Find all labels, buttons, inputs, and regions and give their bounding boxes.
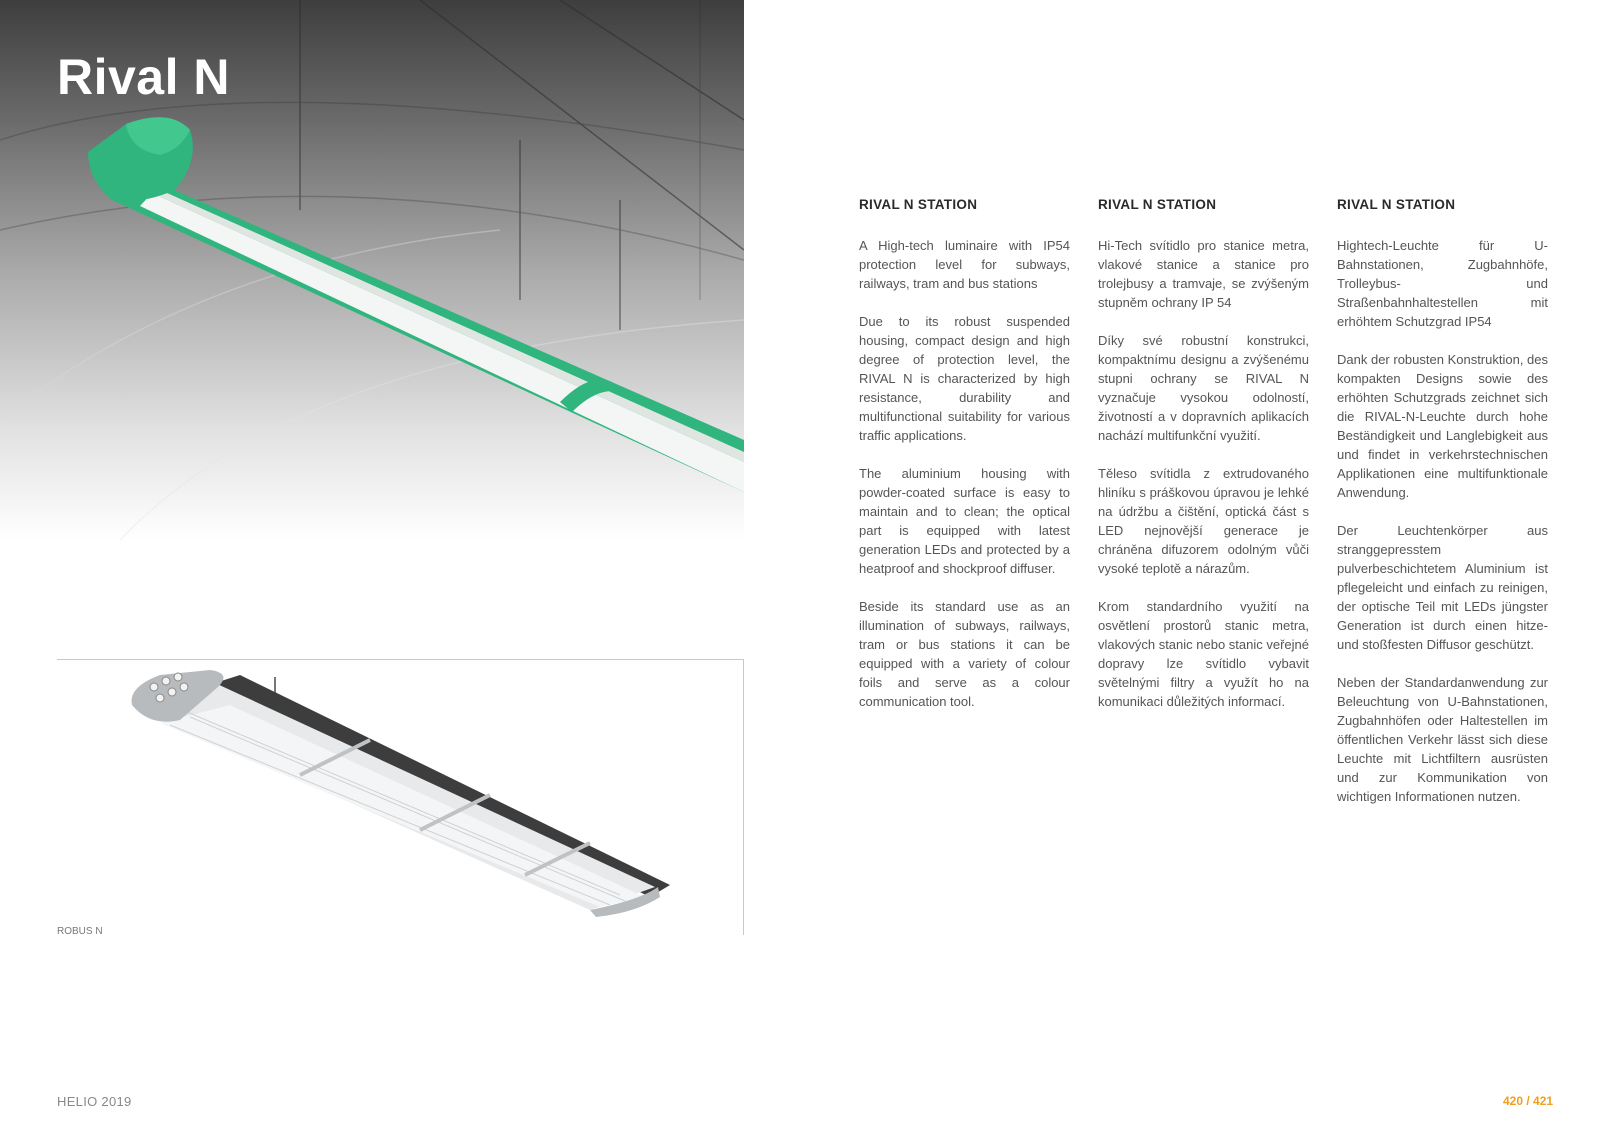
paragraph: Díky své robustní konstrukci, kompaktnímu designu a zvýšenému stupni ochrany se RIVAL N vyznačuje vysokou odolností, životností a v dopravních aplikacích nachází multifunkční využití. <box>1098 333 1309 443</box>
paragraph: Neben der Standardanwendung zur Beleuchtung von U-Bahnstationen, Zugbahnhöfen oder Haltestellen im öffentlichen Verkehr lässt sich diese Leuchte mit Lichtfiltern ausrüsten und zur Kommunikation von wichtigen Informationen nutzen. <box>1337 675 1548 804</box>
footer-brand: HELIO 2019 <box>57 1094 132 1109</box>
column-heading: RIVAL N STATION <box>859 197 978 212</box>
paragraph: Hightech-Leuchte für U-Bahnstationen, Zugbahnhöfe, Trolleybus- und Straßenbahnhaltestellen mit erhöhtem Schutzgrad IP54 <box>1337 238 1548 329</box>
robus-n-product-image <box>120 665 680 935</box>
product-caption: ROBUS N <box>57 926 103 937</box>
paragraph: Beside its standard use as an illumination of subways, railways, tram or bus stations it can be equipped with a variety of colour foils and serve as a colour communication tool. <box>859 599 1070 709</box>
column-czech <box>1098 196 1309 730</box>
paragraph: Krom standardního využití na osvětlení prostorů stanic metra, vlakových stanic nebo stanic veřejné dopravy lze svítidlo vybavit světelnými filtry a využít ho na komunikaci důležitých informací. <box>1098 599 1310 709</box>
paragraph: Der Leuchtenkörper aus stranggepresstem pulverbeschichtetem Aluminium ist pflegeleicht und einfach zu reinigen, der optische Teil mit LEDs jüngster Generation ist durch einen hitze- und stoßfesten Diffusor geschützt. <box>1337 523 1548 652</box>
frame-right-rule <box>743 659 744 935</box>
paragraph: Due to its robust suspended housing, compact design and high degree of protection level, the RIVAL N is characterized by high resistance, durability and multifunctional suitability for various traffic applications. <box>859 314 1070 443</box>
frame-top-rule <box>57 659 744 660</box>
paragraph: A High-tech luminaire with IP54 protection level for subways, railways, tram and bus stations <box>859 238 1070 291</box>
column-heading: RIVAL N STATION <box>1337 197 1456 212</box>
paragraph: Těleso svítidla z extrudovaného hliníku s práškovou úpravou je lehké na údržbu a čištění, optická část s LED nejnovější generace je chráněna difuzorem odolným vůči vysoké teplotě a nárazům. <box>1098 466 1309 576</box>
paragraph: The aluminium housing with powder-coated surface is easy to maintain and to clean; the optical part is equipped with latest generation LEDs and protected by a heatproof and shockproof diffuser. <box>859 466 1070 576</box>
page-numbers: 420 / 421 <box>1503 1094 1554 1108</box>
page-title: Rival N <box>57 49 231 105</box>
column-english <box>859 196 1070 730</box>
column-heading: RIVAL N STATION <box>1098 197 1217 212</box>
paragraph: Dank der robusten Konstruktion, des kompakten Designs sowie des erhöhten Schutzgrads zeichnet sich die RIVAL-N-Leuchte durch hohe Beständigkeit und Langlebigkeit aus und findet in verkehrstechnischen Applikationen eine multifunktionale Anwendung. <box>1337 352 1549 500</box>
column-german <box>1337 196 1548 825</box>
paragraph: Hi-Tech svítidlo pro stanice metra, vlakové stanice a stanice pro trolejbusy a tramvaje, se zvýšeným stupněm ochrany IP 54 <box>1098 238 1309 310</box>
